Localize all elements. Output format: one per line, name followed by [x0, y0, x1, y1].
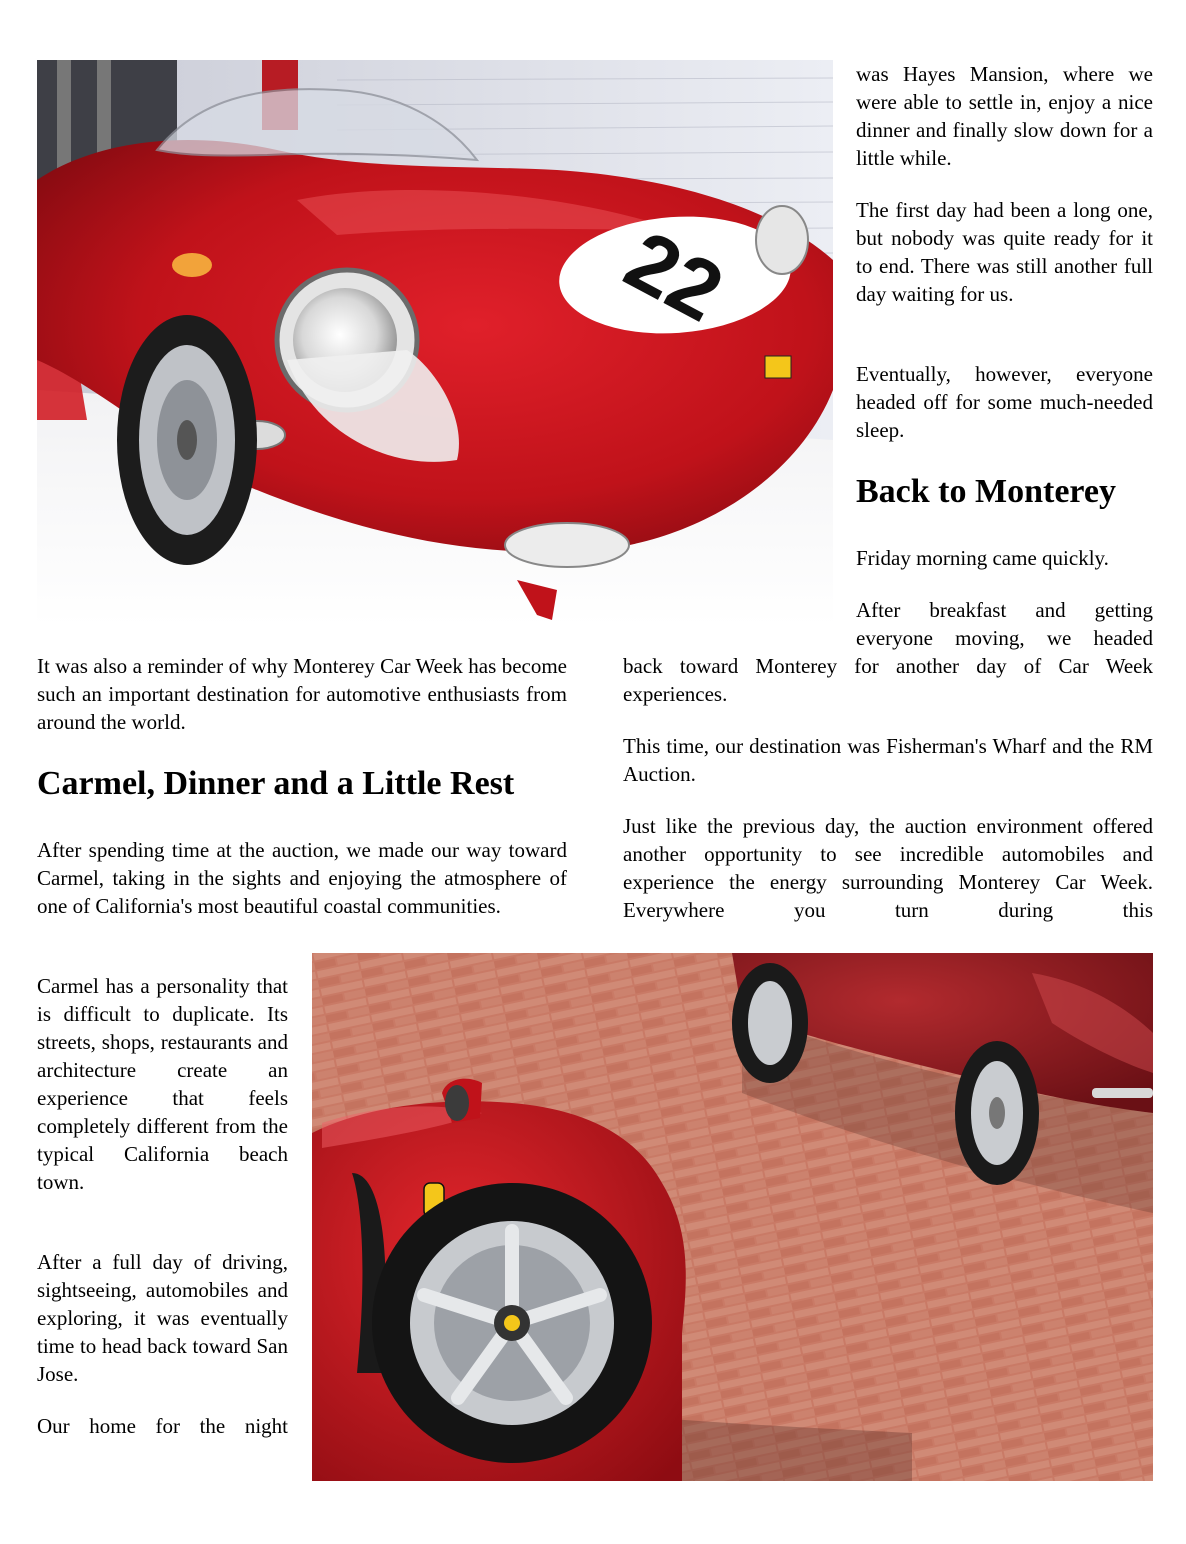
paragraph: was Hayes Mansion, where we were able to settle in, enjoy a nice dinner and finally slow down for a little while.	[856, 62, 1153, 170]
paragraph: Just like the previous day, the auction environment offered another opportunity to see incredible automobiles and experience the energy surrounding Monterey Car Week. Everywhere you turn during this	[623, 814, 1153, 922]
paragraph: Our home for the night	[37, 1414, 288, 1438]
paragraph: After a full day of driving, sightseeing, automobiles and exploring, it was eventually time to head back toward San Jose.	[37, 1250, 288, 1386]
paragraph: Eventually, however, everyone headed off for some much-needed sleep.	[856, 362, 1153, 442]
paragraph: This time, our destination was Fisherman's Wharf and the RM Auction.	[623, 734, 1153, 786]
race-car-photo	[37, 60, 833, 627]
paragraph: Friday morning came quickly.	[856, 546, 1109, 570]
section-heading: Carmel, Dinner and a Little Rest	[37, 765, 515, 802]
paragraph: After spending time at the auction, we made our way toward Carmel, taking in the sights and enjoying the atmosphere of one of California's most beautiful coastal communities.	[37, 838, 567, 918]
paragraph: Carmel has a personality that is difficult to duplicate. Its streets, shops, restaurants and architecture create an experience that feels completely different from the typical California beach town.	[37, 974, 288, 1194]
ferraris-plaza-photo	[312, 953, 1153, 1481]
section-heading: Back to Monterey	[856, 473, 1116, 510]
paragraph: back toward Monterey for another day of Car Week experiences.	[623, 654, 1153, 706]
paragraph: It was also a reminder of why Monterey Car Week has become such an important destination for automotive enthusiasts from around the world.	[37, 654, 567, 734]
paragraph: The first day had been a long one, but nobody was quite ready for it to end. There was still another full day waiting for us.	[856, 198, 1153, 306]
paragraph: After breakfast and getting everyone moving, we headed	[856, 598, 1153, 650]
race-number: 22	[611, 212, 738, 340]
